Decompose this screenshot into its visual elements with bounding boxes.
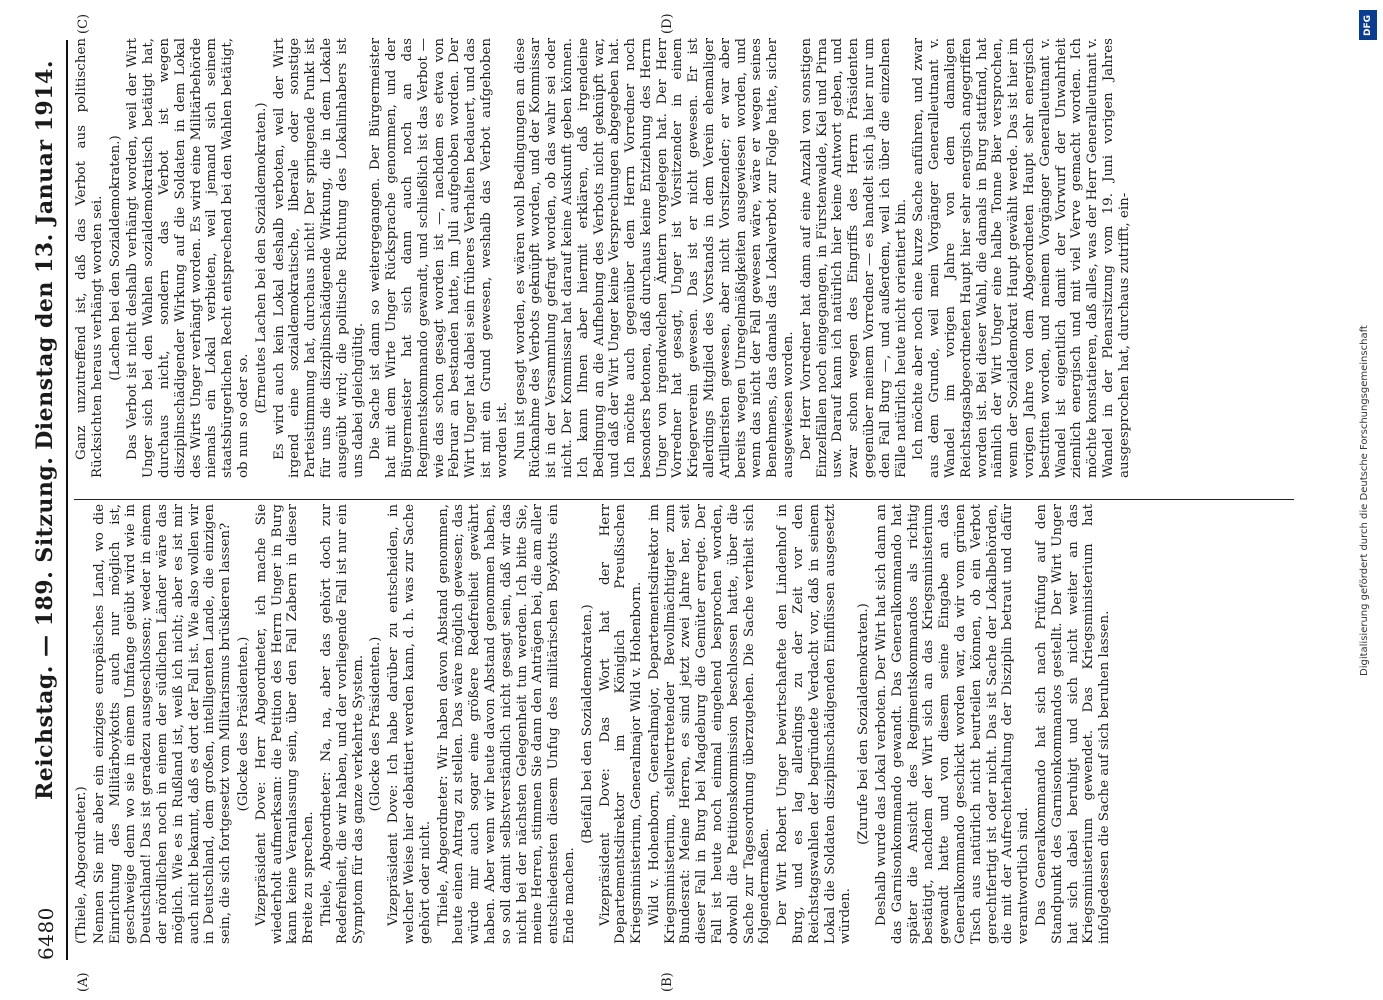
- paragraph: Vizepräsident Dove: Das Wort hat der Herr Departementsdirektor im Königlich Preußischen Kriegsministerium, Generalmajor Wild v. Hohenborn.: [597, 504, 645, 944]
- paragraph: Nennen Sie mir aber ein einziges europäisches Land, wo die Einrichtung des Militärboykotts auch nur möglich ist, geschweige denn wo sie in einem Umfange geübt wird wie in Deutschland! Das ist geradezu ausgeschlossen; weder in einem der nördlichen noch in einem der südlichen Länder wäre das möglich. Wie es in Rußland ist, weiß ich nicht; aber es ist mir auch nicht bekannt, daß es dort der Fall ist. Wie also wollen wir in Deutschland, dem großen, intelligenten Lande, die einzigen sein, die sich fortgesetzt vom Militarismus brüskieren lassen?: [91, 504, 234, 944]
- stage-direction: (Erneutes Lachen bei den Sozialdemokraten.): [253, 102, 269, 414]
- stage-direction: (Glocke des Präsidenten.): [235, 636, 251, 812]
- paragraph: Der Wirt Robert Unger bewirtschaftete den Lindenhof in Burg, und es lag allerdings zu der Zeit vor den Reichstagswahlen der begründete Verdacht vor, daß in seinem Lokal die Soldaten disziplinschädigenden Einflüssen ausgesetzt würden.: [775, 504, 854, 944]
- paragraph: Der Herr Vorredner hat dann auf eine Anzahl von sonstigen Einzelfällen noch eingegangen, in Fürstenwalde, Kiel und Pirna usw. Darauf kann ich natürlich hier keine Antwort geben, und zwar schon wegen des Eingriffs des Herrn Präsidenten gegenüber meinem Vorredner — es handelt sich ja hier nur um den Fall Burg —, und außerdem, weil ich über die einzelnen Fälle natürlich heute nicht orientiert bin.: [798, 38, 909, 478]
- left-column: [74, 504, 1115, 944]
- dfg-credit: [1357, 10, 1379, 990]
- stage-direction: (Zurufe bei den Sozialdemokraten.): [856, 603, 872, 845]
- session-title: Reichstag. — 189. Sitzung.: [32, 456, 58, 800]
- stage-direction: (Beifall bei den Sozialdemokraten.): [579, 604, 595, 844]
- paragraph: Ganz unzutreffend ist, daß das Verbot aus politischen Rücksichten heraus verhängt worden sei.: [74, 38, 105, 478]
- page-number: 6480: [34, 907, 58, 960]
- session-date: Dienstag den 13. Januar 1914.: [32, 60, 58, 450]
- paragraph: Wild v. Hohenborn, Generalmajor, Departementsdirektor im Kriegsministerium, stellvertretender Bevollmächtigter zum Bundesrat: Meine Herren, es sind jetzt zwei Jahre her, seit dieser Fall in Burg bei Magdeburg die Gemüter erregte. Der Fall ist heute noch einmal eingehend besprochen worden, obwohl die Petitionskommission beschlossen hatte, über die Sache zur Tagesordnung überzugehen. Die Sache verhielt sich folgendermaßen.: [646, 504, 773, 944]
- stage-direction: (Lachen bei den Sozialdemokraten.): [107, 135, 123, 381]
- paragraph: Thiele, Abgeordneter: Na, na, aber das gehört doch zur Redefreiheit, die wir haben, und der vorliegende Fall ist nur ein Symptom für das ganze verkehrte System.: [318, 504, 366, 944]
- paragraph: Das Verbot ist nicht deshalb verhängt worden, weil der Wirt Unger sich bei den Wahlen sozialdemokratisch betätigt hat, durchaus nicht, sondern das Verbot ist wegen disziplinschädigender Wirkung auf die Soldaten in dem Lokal des Wirts Unger verhängt worden. Es wird eine Militärbehörde niemals ein Lokal verbieten, weil jemand sich seinem staatsbürgerlichen Recht entsprechend bei den Wahlen betätigt, ob nun so oder so.: [125, 38, 251, 478]
- paragraph: Vizepräsident Dove: Herr Abgeordneter, ich mache Sie wiederholt aufmerksam: die Petition des Herrn Unger in Burg kann keine Veranlassung sein, über den Fall Zabern in dieser Breite zu sprechen.: [253, 504, 317, 944]
- paragraph: Die Sache ist dann so weitergegangen. Der Bürgermeister hat mit dem Wirte Unger Rücksprache genommen, und der Bürgermeister hat sich dann auch noch an das Regimentskommando gewandt, und schließlich ist das Verbot — wie das schon gesagt worden ist —, nachdem es etwa von Februar an bestanden hatte, im Juli aufgehoben worden. Der Wirt Unger hat dabei sein früheres Verhalten bedauert, und das ist mit ein Grund gewesen, weshalb das Verbot aufgehoben worden ist.: [368, 38, 510, 478]
- stage-direction: (Glocke des Präsidenten.): [368, 636, 384, 812]
- paragraph: Das Generalkommando hat sich nach Prüfung auf den Standpunkt des Garnisonkommandos gestellt. Der Wirt Unger hat sich dabei beruhigt und sich nicht weiter an das Kriegsministerium gewendet. Das Kriegsministerium hat infolgedessen die Sache auf sich beruhen lassen.: [1034, 504, 1113, 944]
- paragraph: (Thiele, Abgeordneter.): [74, 786, 89, 944]
- margin-marker-a: (A): [76, 972, 91, 992]
- paragraph: Deshalb wurde das Lokal verboten. Der Wirt hat sich dann an das Garnisonkommando gewandt. Das Generalkommando hat später die Ansicht des Regimentskommandos als richtig bestätigt, nachdem der Wirt sich an das Kriegsministerium gewandt hatte und von diesem seine Eingabe an das Generalkommando geschickt worden war, da wir vom grünen Tisch aus natürlich nicht beurteilen können, ob ein Verbot gerechtfertigt ist oder nicht. Das ist Sache der Lokalbehörden, die mit der Aufrechterhaltung der Disziplin betraut und dafür verantwortlich sind.: [874, 504, 1032, 944]
- paragraph: Vizepräsident Dove: Ich habe darüber zu entscheiden, in welcher Weise hier debattiert werden kann, d. h. was zur Sache gehört oder nicht.: [386, 504, 433, 944]
- paragraph: Nun ist gesagt worden, es wären wohl Bedingungen an diese Rücknahme des Verbots geknüpft worden, und der Kommissar ist in der Versammlung gefragt worden, ob das wahr sei oder nicht. Der Kommissar hat darauf keine Auskunft geben können. Ich kann Ihnen aber hiermit erklären, daß irgendeine Bedingung an die Aufhebung des Verbots nicht geknüpft war, und daß der Wirt Unger keine Versprechungen abgegeben hat. Ich möchte auch gegenüber dem Herrn Vorredner noch besonders betonen, daß durchaus keine Entziehung des Herrn Unger von irgendwelchen Ämtern vorgelegen hat. Der Herr Vorredner hat gesagt, Unger ist Vorsitzender in einem Kriegerverein gewesen. Das ist er nicht gewesen. Er ist allerdings Mitglied des Vorstands in dem Verein ehemaliger Artilleristen gewesen, aber nicht Vorsitzender; er war aber bereits wegen Unregelmäßigkeiten ausgewiesen worden, und wenn das nicht der Fall gewesen wäre, wäre er wegen seines Benehmens, das damals das Lokalverbot zur Folge hatte, sicher ausgewiesen worden.: [512, 38, 797, 478]
- right-column: [74, 38, 1135, 478]
- page-header: [28, 40, 62, 960]
- paragraph: Es wird auch kein Lokal deshalb verboten, weil der Wirt irgend eine sozialdemokratische, liberale oder sonstige Parteistimmung hat, durchaus nicht! Der springende Punkt ist für uns die disziplinschädigende Wirkung, die in dem Lokale ausgeübt wird; die politische Richtung des Lokalinhabers ist uns dabei gleichgültig.: [271, 38, 366, 478]
- paragraph: Ich möchte aber noch eine kurze Sache anführen, und zwar aus dem Grunde, weil mein Vorgänger Generalleutnant v. Wandel im vorigen Jahre von dem damaligen Reichstagsabgeordneten Haupt hier sehr energisch angegriffen worden ist. Bei dieser Wahl, die damals in Burg stattfand, hat nämlich der Wirt Unger eine halbe Tonne Bier versprochen, wenn der Sozialdemokrat Haupt gewählt werde. Das ist hier im vorigen Jahre von dem Abgeordneten Haupt sehr energisch bestritten worden, und meinem Vorgänger Generalleutnant v. Wandel ist eigentlich damit der Vorwurf der Unwahrheit ziemlich energisch und mit viel Verve gemacht worden. Ich möchte konstatieren, daß alles, was der Herr Generalleutnant v. Wandel in der Plenarsitzung vom 19. Juni vorigen Jahres ausgesprochen hat, durchaus zutrifft, ein-: [911, 38, 1132, 478]
- paragraph: Thiele, Abgeordneter: Wir haben davon Abstand genommen, heute einen Antrag zu stellen. Das wäre möglich gewesen; das würde mir auch sogar eine größere Redefreiheit gewährt haben. Aber wenn wir heute davon Abstand genommen haben, so soll damit selbstverständlich nicht gesagt sein, daß wir das nicht bei der nächsten Gelegenheit tun werden. Ich bitte Sie, meine Herren, stimmen Sie dann den Anträgen bei, die am aller entschiedensten diesem Unfug des militärischen Boykotts ein Ende machen.: [435, 504, 577, 944]
- margin-marker-d: (D): [660, 13, 675, 34]
- column-divider: [74, 499, 1294, 500]
- dfg-credit-text: Digitalisierung gefördert durch die Deutsche Forschungsgemeinschaft: [1359, 325, 1370, 676]
- margin-marker-b: (B): [660, 972, 675, 992]
- dfg-logo: DFG: [1359, 10, 1377, 40]
- margin-marker-c: (C): [76, 13, 91, 34]
- header-rule: [66, 40, 68, 960]
